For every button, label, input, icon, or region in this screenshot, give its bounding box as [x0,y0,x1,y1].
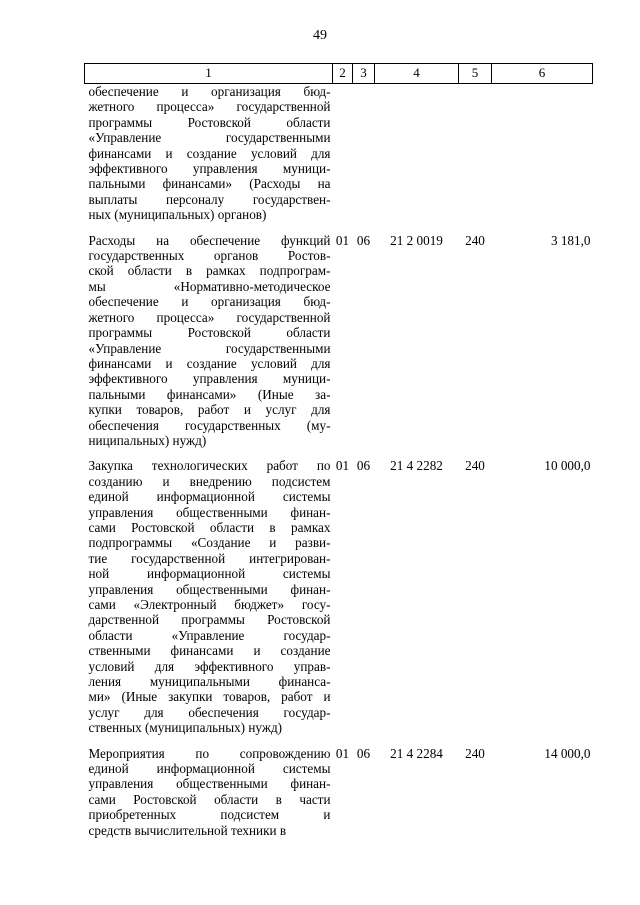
expense-name-line: сами Ростовской области в части [88,791,331,807]
expense-name-line: ской области в рамках подпрограм- [88,263,331,279]
subsection-code-cell: 06 [356,745,371,761]
section-code-cell: 01 [335,745,350,761]
target-article-cell: 21 4 2284 [390,745,443,761]
column-header: 6 [492,64,593,84]
expense-name-line: ми» (Иные закупки товаров, работ и [88,689,331,705]
expense-type-cell: 240 [465,458,485,474]
expense-name-line: ственными финансами и создание [88,643,331,659]
expense-name-line: единой информационной системы [88,761,331,777]
column-header: 3 [353,64,375,84]
section-code-cell: 01 [335,458,350,474]
expense-name-cell [85,458,333,745]
expense-name-cell [85,84,333,233]
expense-name-line: финансами и создание условий для [88,145,331,161]
expense-name-line: жетного процесса» государственной [88,99,331,115]
expense-name-line: обеспечение и организация бюд- [88,294,331,310]
column-header: 4 [375,64,459,84]
expense-name-line: государственных органов Ростов- [88,248,331,264]
expense-name-line: обеспечения государственных (му- [88,417,331,433]
expense-name-line: Закупка технологических работ по [88,458,331,474]
expense-name-line: пальными финансами» (Расходы на [88,176,331,192]
expense-type-cell: 240 [465,745,485,761]
expense-name-line: пальными финансами» (Иные за- [88,386,331,402]
subsection-code-cell [353,84,375,233]
expense-name-line: обеспечение и организация бюд- [88,84,331,99]
table-header [85,64,593,84]
expense-name-cell [85,233,333,459]
expense-name-line: «Управление государственными [88,340,331,356]
expense-name-line: единой информационной системы [88,489,331,505]
expense-name-line: ной информационной системы [88,566,331,582]
expense-name-line: условий для эффективного управ- [88,658,331,674]
expense-name-line: программы Ростовской области [88,114,331,130]
target-article-cell [375,84,459,233]
expense-name-line: купки товаров, работ и услуг для [88,402,331,418]
expense-name-cell [85,746,333,848]
column-header: 1 [85,64,333,84]
table-body [85,84,593,849]
expense-name-line: области «Управление государ- [88,627,331,643]
expense-name-line: управления общественными финан- [88,581,331,597]
table-row [85,458,593,745]
table-row [85,233,593,459]
expense-name-line: управления общественными финан- [88,504,331,520]
expense-name-line: жетного процесса» государственной [88,309,331,325]
expense-name-line: выплаты персоналу государствен- [88,191,331,207]
expense-name-line: приобретенных подсистем и [88,807,331,823]
expense-name-line: подпрограммы «Создание и разви- [88,535,331,551]
subsection-code-cell: 06 [356,458,371,474]
expense-name-line: Расходы на обеспечение функций [88,232,331,248]
page-number: 49 [313,28,327,43]
subsection-code-cell: 06 [356,232,371,248]
header-row [85,64,593,84]
expense-name-line: ления муниципальными финанса- [88,674,331,690]
expense-name-line: программы Ростовской области [88,325,331,341]
expense-name-line: Мероприятия по сопровождению [88,745,331,761]
expense-name-line: созданию и внедрению подсистем [88,473,331,489]
target-article-cell: 21 2 0019 [390,232,443,248]
table-row [85,746,593,848]
expense-type-cell: 240 [465,232,485,248]
amount-cell: 10 000,0 [544,458,591,474]
expense-name-line: средств вычислительной техники в [88,822,287,838]
table-row [85,84,593,233]
expense-name-line: ниципальных) нужд) [88,432,207,448]
expense-name-line: эффективного управления муници- [88,371,331,387]
expense-name-line: мы «Нормативно-методическое [88,278,331,294]
expense-name-line: финансами и создание условий для [88,355,331,371]
expense-name-line: ных (муниципальных) органов) [88,207,267,223]
section-code-cell [333,84,353,233]
section-code-cell: 01 [335,232,350,248]
amount-cell: 14 000,0 [544,745,591,761]
budget-table [84,63,593,848]
amount-cell [492,84,593,233]
target-article-cell: 21 4 2282 [390,458,443,474]
expense-name-line: сами Ростовской области в рамках [88,519,331,535]
column-header: 5 [459,64,492,84]
expense-name-line: ственных (муниципальных) нужд) [88,720,283,736]
expense-name-line: эффективного управления муници- [88,161,331,177]
expense-name-line: «Управление государственными [88,130,331,146]
expense-name-line: дарственной программы Ростовской [88,612,331,628]
expense-name-line: услуг для обеспечения государ- [88,704,331,720]
expense-name-line: управления общественными финан- [88,776,331,792]
expense-type-cell [459,84,492,233]
expense-name-line: тие государственной интегрирован- [88,550,331,566]
amount-cell: 3 181,0 [550,232,591,248]
column-header: 2 [333,64,353,84]
expense-name-line: сами «Электронный бюджет» госу- [88,597,331,612]
